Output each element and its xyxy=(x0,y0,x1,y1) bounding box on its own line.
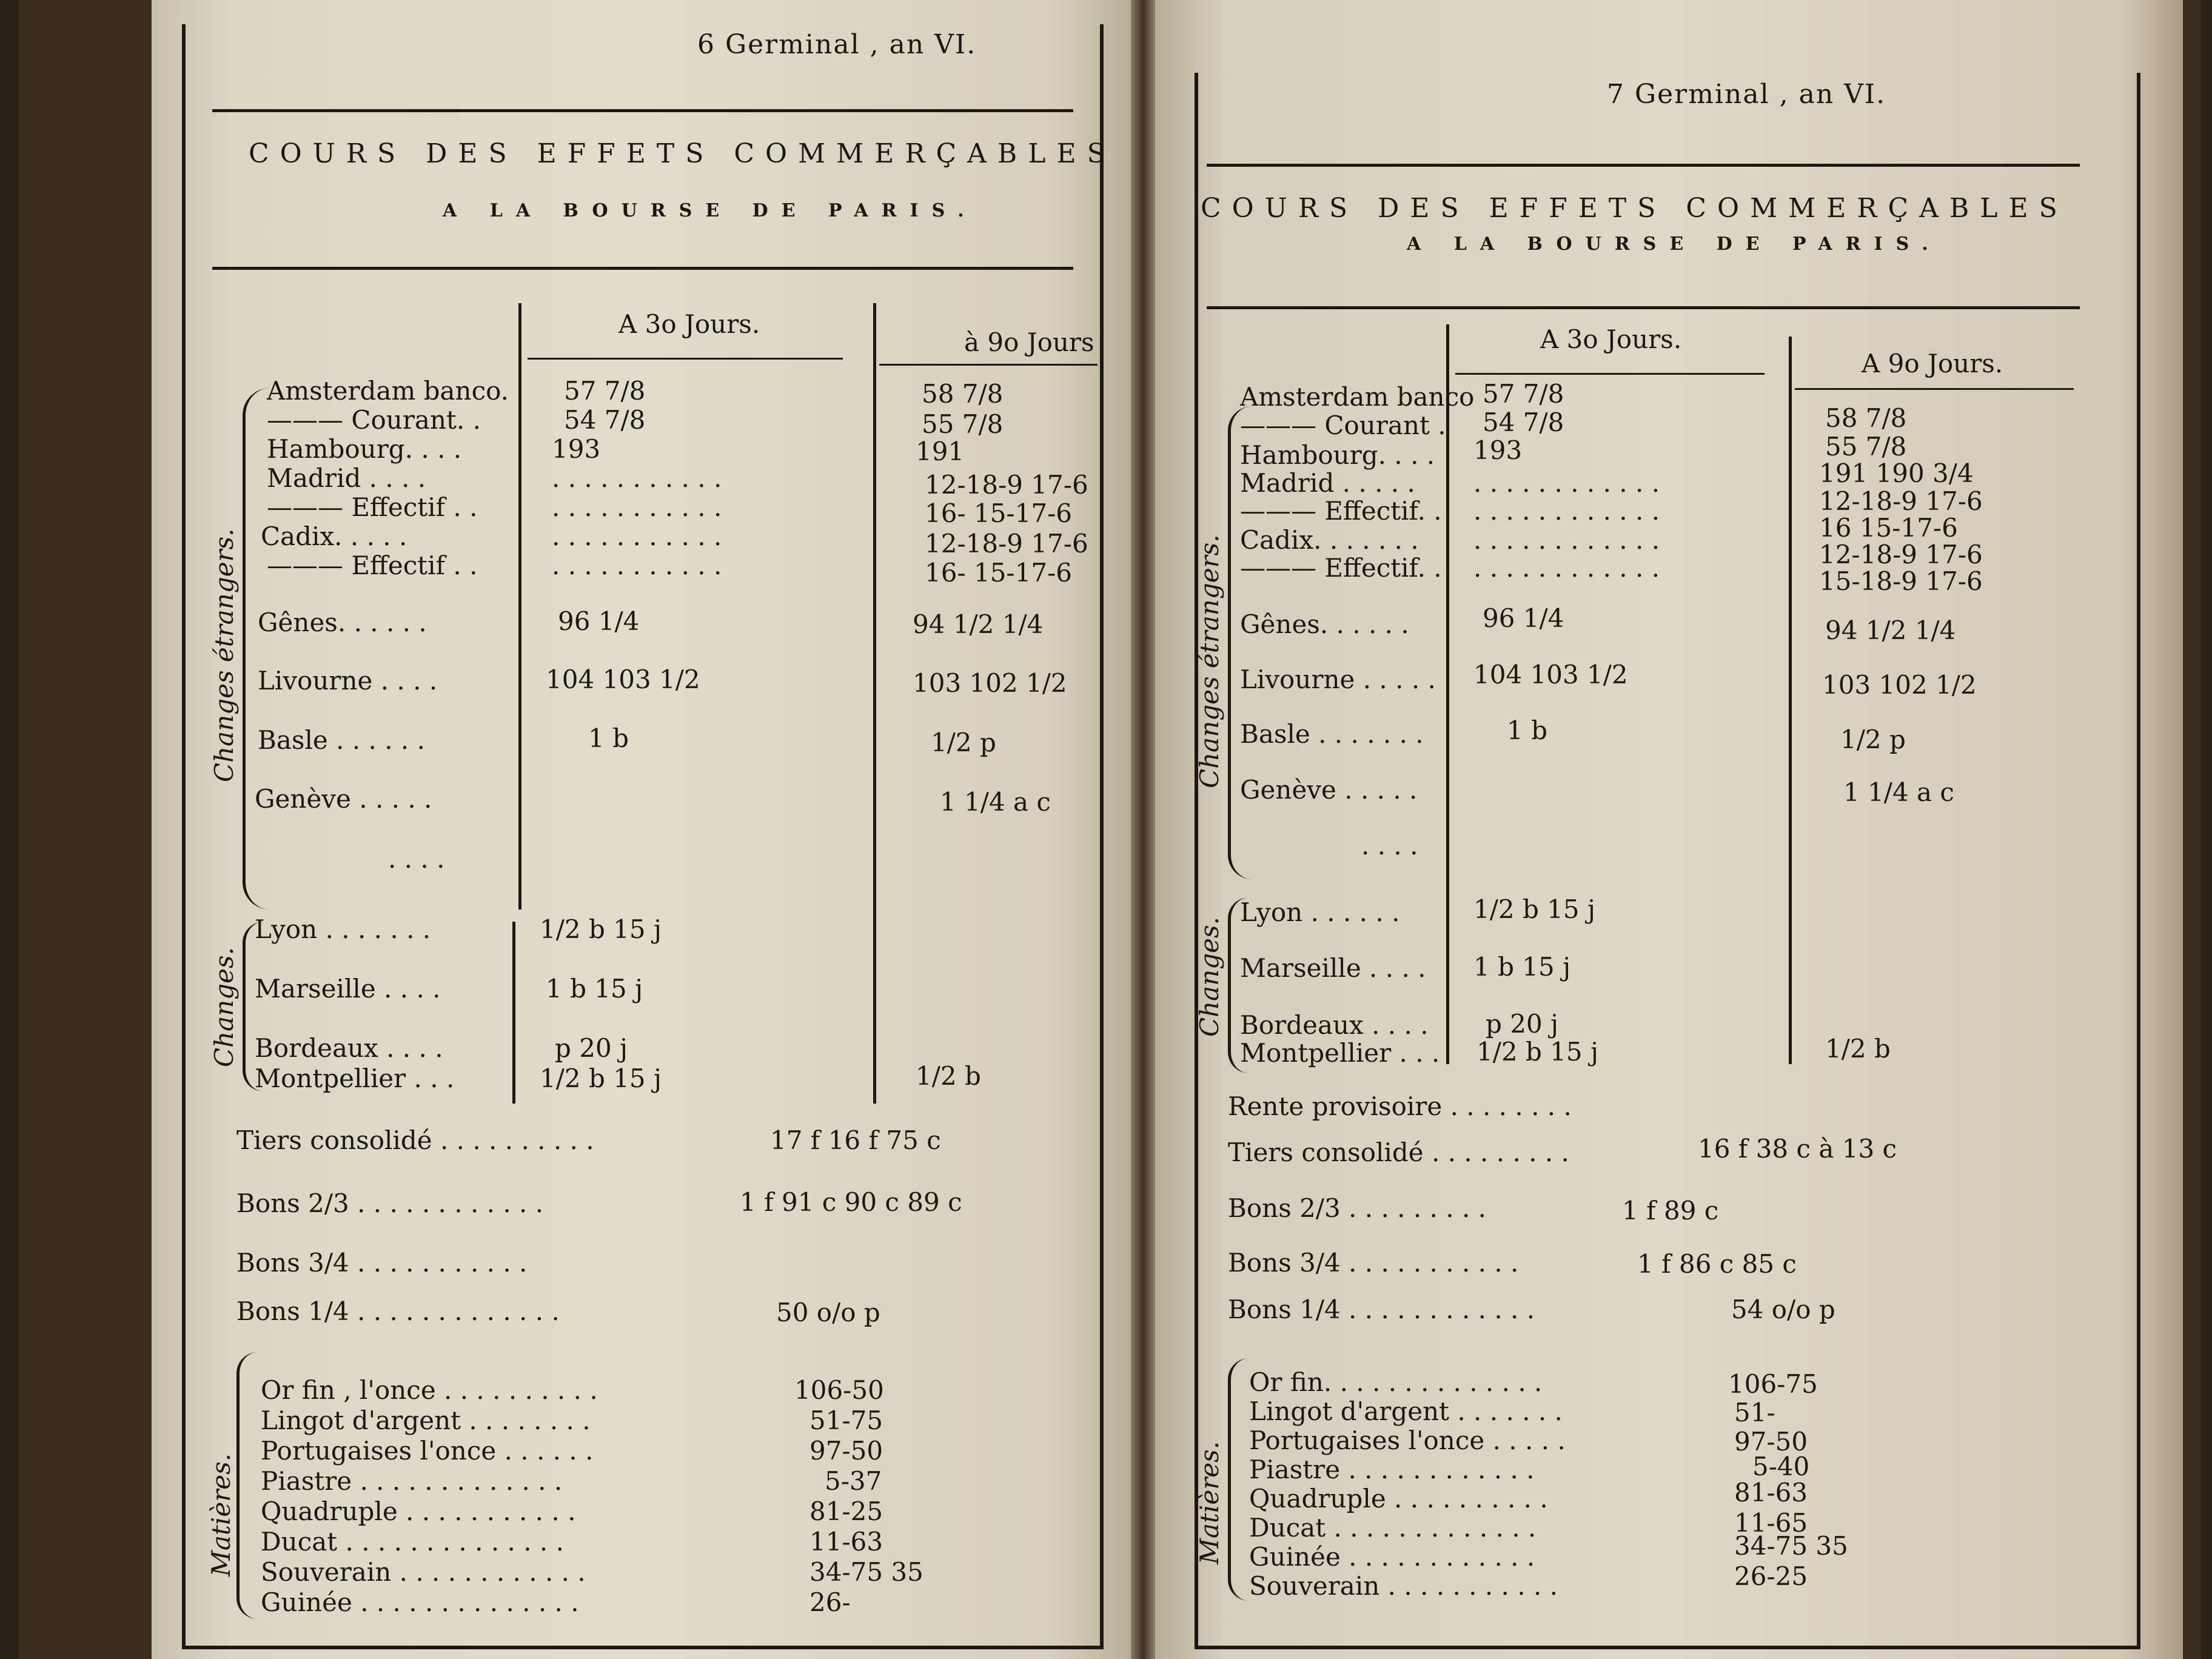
right-metal-label: Ducat . . . . . . . . . . . . . xyxy=(1249,1513,1537,1543)
left-foreign-v90: 58 7/8 xyxy=(922,379,1004,409)
left-bond-label: Bons 2/3 . . . . . . . . . . . . xyxy=(236,1188,544,1218)
right-foreign-v90: 58 7/8 xyxy=(1825,403,1907,433)
right-foreign-v30: 96 1/4 xyxy=(1483,603,1564,633)
left-foreign-v90: 1 1/4 a c xyxy=(940,787,1051,817)
right-col-divider-2 xyxy=(1789,337,1792,1064)
right-foreign-label: Gênes. . . . . . xyxy=(1240,609,1409,639)
left-foreign-v90: 12-18-9 17-6 xyxy=(925,529,1088,558)
right-metal-value: 81-63 xyxy=(1734,1478,1808,1507)
right-metal-value: 51- xyxy=(1734,1398,1775,1427)
right-foreign-label: Madrid . . . . . xyxy=(1240,468,1415,498)
left-title-line2: A LA BOURSE DE PARIS. xyxy=(443,200,977,221)
left-domestic-label: Lyon . . . . . . . xyxy=(255,914,431,944)
right-foreign-v30: . . . . . . . . . . . . xyxy=(1473,468,1660,498)
right-domestic-v30: 1/2 b 15 j xyxy=(1476,1037,1598,1067)
left-foreign-v90: 1/2 p xyxy=(931,728,996,757)
right-bond-label: Bons 2/3 . . . . . . . . . xyxy=(1228,1193,1487,1223)
right-bond-label: Bons 3/4 . . . . . . . . . . . xyxy=(1228,1248,1519,1278)
right-metal-label: Souverain . . . . . . . . . . . xyxy=(1249,1571,1558,1601)
right-side-changes-etrangers: Changes étrangers. xyxy=(1195,534,1224,788)
right-metal-label: Lingot d'argent . . . . . . . xyxy=(1249,1396,1563,1426)
right-foreign-v30: 1 b xyxy=(1507,716,1547,745)
right-foreign-label: Cadix. . . . . . . xyxy=(1240,525,1419,555)
right-foreign-label: Basle . . . . . . . xyxy=(1240,719,1424,749)
right-metal-label: Guinée . . . . . . . . . . . . xyxy=(1249,1542,1535,1572)
right-foreign-v30: 57 7/8 xyxy=(1483,379,1564,409)
right-brace-metals xyxy=(1228,1358,1249,1601)
book-gutter xyxy=(1131,0,1155,1659)
left-foreign-label: Amsterdam banco. xyxy=(267,376,509,406)
left-col-rule-90 xyxy=(879,364,1098,366)
left-domestic-v30: 1/2 b 15 j xyxy=(540,1064,662,1093)
open-book xyxy=(18,0,2201,1659)
left-metal-label: Lingot d'argent . . . . . . . . xyxy=(261,1406,591,1435)
left-metal-value: 11-63 xyxy=(809,1527,883,1557)
right-foreign-v30: 193 xyxy=(1473,435,1523,465)
right-metal-value: 26-25 xyxy=(1734,1561,1808,1591)
left-metal-value: 106-50 xyxy=(794,1375,884,1405)
right-rente-label: Rente provisoire . . . . . . . . xyxy=(1228,1091,1572,1121)
left-side-matieres: Matières. xyxy=(206,1453,236,1577)
left-foreign-label: ——— Effectif . . xyxy=(267,551,478,580)
left-foreign-v90: 16- 15-17-6 xyxy=(925,558,1072,588)
right-metal-value: 11-65 xyxy=(1734,1508,1808,1538)
left-col-head-90: à 9o Jours xyxy=(964,327,1094,357)
left-foreign-v30: 104 103 1/2 xyxy=(546,665,700,694)
right-col-rule-90 xyxy=(1795,388,2074,390)
right-running-head: 7 Germinal , an VI. xyxy=(1607,79,1886,110)
left-bond-label: Bons 1/4 . . . . . . . . . . . . . xyxy=(236,1296,560,1326)
left-bond-value: 1 f 91 c 90 c 89 c xyxy=(740,1187,962,1217)
left-foreign-label: Genève . . . . . xyxy=(255,784,432,814)
right-col-head-90: A 9o Jours. xyxy=(1862,349,2003,378)
right-foreign-label: Livourne . . . . . xyxy=(1240,665,1436,694)
right-foreign-label: . . . . xyxy=(1361,831,1418,860)
left-col-rule-30 xyxy=(528,358,843,360)
right-domestic-label: Lyon . . . . . . xyxy=(1240,897,1400,927)
left-foreign-label: ——— Effectif . . xyxy=(267,492,478,522)
left-foreign-label: Basle . . . . . . xyxy=(258,725,425,755)
right-foreign-label: ——— Effectif. . xyxy=(1240,496,1442,526)
right-metal-label: Portugaises l'once . . . . . xyxy=(1249,1426,1566,1455)
right-metal-value: 97-50 xyxy=(1734,1427,1808,1456)
right-metal-value: 34-75 35 xyxy=(1734,1531,1848,1561)
left-domestic-v90: 1/2 b xyxy=(916,1061,981,1091)
right-foreign-label: Genève . . . . . xyxy=(1240,775,1418,805)
left-metal-value: 97-50 xyxy=(809,1436,883,1466)
left-metal-value: 26- xyxy=(809,1587,851,1617)
left-foreign-v30: 193 xyxy=(552,434,601,464)
left-metal-label: Or fin , l'once . . . . . . . . . . xyxy=(261,1375,598,1405)
left-running-head: 6 Germinal , an VI. xyxy=(697,29,977,60)
right-title-line2: A LA BOURSE DE PARIS. xyxy=(1407,233,1942,255)
right-foreign-v30: . . . . . . . . . . . . xyxy=(1473,553,1660,583)
right-bond-label: Tiers consolidé . . . . . . . . . xyxy=(1228,1138,1569,1167)
left-domestic-v30: 1 b 15 j xyxy=(546,974,643,1004)
left-side-changes: Changes. xyxy=(209,947,239,1067)
left-col-head-30: A 3o Jours. xyxy=(618,309,760,339)
left-foreign-v30: . . . . . . . . . . . xyxy=(552,551,722,580)
right-foreign-v90: 1/2 p xyxy=(1840,725,1906,754)
right-page xyxy=(1152,0,2183,1659)
right-col-rule-30 xyxy=(1455,373,1765,375)
right-domestic-label: Bordeaux . . . . xyxy=(1240,1010,1429,1040)
left-rule-top xyxy=(212,109,1073,112)
right-foreign-label: Amsterdam banco xyxy=(1240,382,1475,412)
right-foreign-v90: 16 15-17-6 xyxy=(1819,513,1958,543)
left-metal-label: Piastre . . . . . . . . . . . . . xyxy=(261,1466,563,1496)
left-foreign-label: Madrid . . . . xyxy=(267,463,426,493)
right-side-matieres: Matières. xyxy=(1195,1441,1224,1564)
left-bond-value: 50 o/o p xyxy=(776,1298,880,1327)
left-metal-value: 5-37 xyxy=(825,1466,882,1496)
left-side-changes-etrangers: Changes étrangers. xyxy=(209,528,239,782)
right-foreign-v90: 15-18-9 17-6 xyxy=(1819,566,1983,596)
right-metal-label: Piastre . . . . . . . . . . . . xyxy=(1249,1455,1535,1484)
right-bond-value: 16 f 38 c à 13 c xyxy=(1698,1134,1897,1164)
left-metal-value: 34-75 35 xyxy=(809,1557,923,1587)
right-foreign-v90: 12-18-9 17-6 xyxy=(1819,486,1983,516)
right-foreign-v30: 54 7/8 xyxy=(1483,407,1564,437)
left-foreign-v30: 1 b xyxy=(588,723,629,753)
left-metal-label: Souverain . . . . . . . . . . . . xyxy=(261,1557,586,1587)
left-metal-value: 51-75 xyxy=(809,1406,883,1435)
left-domestic-label: Marseille . . . . xyxy=(255,974,441,1004)
right-foreign-v90: 12-18-9 17-6 xyxy=(1819,540,1983,569)
right-foreign-v30: 104 103 1/2 xyxy=(1473,660,1628,689)
right-title-line1: COURS DES EFFETS COMMERÇABLES xyxy=(1201,193,2068,224)
right-foreign-v90: 55 7/8 xyxy=(1825,432,1907,461)
left-foreign-label: Cadix. . . . . xyxy=(261,521,407,551)
left-foreign-v90: 103 102 1/2 xyxy=(913,668,1067,698)
left-foreign-v30: . . . . . . . . . . . xyxy=(552,521,722,551)
right-metal-label: Or fin. . . . . . . . . . . . . . xyxy=(1249,1367,1543,1397)
right-metal-value: 106-75 xyxy=(1728,1369,1818,1399)
right-domestic-label: Montpellier . . . xyxy=(1240,1038,1440,1068)
right-domestic-v30: 1 b 15 j xyxy=(1473,952,1571,982)
right-foreign-label: ——— Effectif. . xyxy=(1240,553,1442,583)
right-domestic-v90: 1/2 b xyxy=(1825,1034,1891,1064)
left-foreign-v30: . . . . . . . . . . . xyxy=(552,463,722,493)
left-col-divider-2 xyxy=(873,303,876,1104)
left-domestic-v30: p 20 j xyxy=(555,1033,628,1063)
left-page xyxy=(152,0,1134,1659)
right-rule-title xyxy=(1207,306,2080,309)
right-foreign-label: Hambourg. . . . xyxy=(1240,440,1435,470)
left-foreign-v90: 16- 15-17-6 xyxy=(925,498,1072,528)
left-bond-value: 17 f 16 f 75 c xyxy=(770,1125,941,1155)
left-foreign-label: Livourne . . . . xyxy=(258,666,438,695)
right-foreign-v90: 103 102 1/2 xyxy=(1822,670,1977,700)
left-col-divider-1b xyxy=(512,922,515,1104)
right-domestic-v30: p 20 j xyxy=(1486,1009,1559,1039)
right-rule-top xyxy=(1207,164,2080,167)
left-metal-value: 81-25 xyxy=(809,1496,883,1526)
right-side-changes: Changes. xyxy=(1195,917,1224,1037)
left-bond-label: Bons 3/4 . . . . . . . . . . . xyxy=(236,1248,528,1278)
left-brace-foreign xyxy=(243,388,270,910)
left-foreign-v90: 12-18-9 17-6 xyxy=(925,470,1088,500)
right-metal-label: Quadruple . . . . . . . . . . xyxy=(1249,1484,1548,1513)
right-bond-value: 1 f 89 c xyxy=(1622,1196,1719,1225)
left-metal-label: Ducat . . . . . . . . . . . . . . xyxy=(261,1527,564,1557)
right-foreign-v90: 1 1/4 a c xyxy=(1843,777,1954,807)
left-bond-label: Tiers consolidé . . . . . . . . . . xyxy=(236,1125,594,1155)
right-foreign-v30: . . . . . . . . . . . . xyxy=(1473,496,1660,526)
left-metal-label: Quadruple . . . . . . . . . . . xyxy=(261,1496,576,1526)
right-foreign-v90: 94 1/2 1/4 xyxy=(1825,615,1956,645)
right-bond-value: 1 f 86 c 85 c xyxy=(1637,1249,1797,1279)
left-foreign-v90: 55 7/8 xyxy=(922,409,1004,439)
right-foreign-label: ——— Courant . xyxy=(1240,411,1446,440)
left-domestic-v30: 1/2 b 15 j xyxy=(540,914,662,944)
right-domestic-label: Marseille . . . . xyxy=(1240,953,1426,983)
right-domestic-v30: 1/2 b 15 j xyxy=(1473,894,1595,924)
right-foreign-v90: 191 190 3/4 xyxy=(1819,458,1974,488)
left-foreign-label: Gênes. . . . . . xyxy=(258,608,427,637)
left-domestic-label: Montpellier . . . xyxy=(255,1064,455,1093)
right-bond-value: 54 o/o p xyxy=(1731,1295,1835,1324)
left-title-line1: COURS DES EFFETS COMMERÇABLES xyxy=(249,138,1116,169)
left-metal-label: Portugaises l'once . . . . . . xyxy=(261,1436,594,1466)
left-foreign-v90: 94 1/2 1/4 xyxy=(913,609,1044,639)
left-foreign-v30: . . . . . . . . . . . xyxy=(552,492,722,522)
left-metal-label: Guinée . . . . . . . . . . . . . . xyxy=(261,1587,579,1617)
left-brace-metals xyxy=(236,1352,258,1619)
left-foreign-v30: 57 7/8 xyxy=(564,376,646,406)
right-col-head-30: A 3o Jours. xyxy=(1540,324,1682,354)
right-bond-label: Bons 1/4 . . . . . . . . . . . . xyxy=(1228,1295,1535,1324)
left-foreign-label: . . . . xyxy=(388,844,445,874)
right-metal-value: 5-40 xyxy=(1752,1452,1810,1481)
right-foreign-v30: . . . . . . . . . . . . xyxy=(1473,525,1660,555)
right-col-divider-1 xyxy=(1446,324,1449,1064)
left-foreign-v30: 54 7/8 xyxy=(564,405,646,435)
left-foreign-label: ——— Courant. . xyxy=(267,405,481,435)
left-foreign-label: Hambourg. . . . xyxy=(267,434,462,464)
left-domestic-label: Bordeaux . . . . xyxy=(255,1033,443,1063)
left-foreign-v90: 191 xyxy=(916,437,965,466)
left-rule-title xyxy=(212,267,1073,270)
left-col-divider-1 xyxy=(518,303,521,910)
left-foreign-v30: 96 1/4 xyxy=(558,606,640,636)
